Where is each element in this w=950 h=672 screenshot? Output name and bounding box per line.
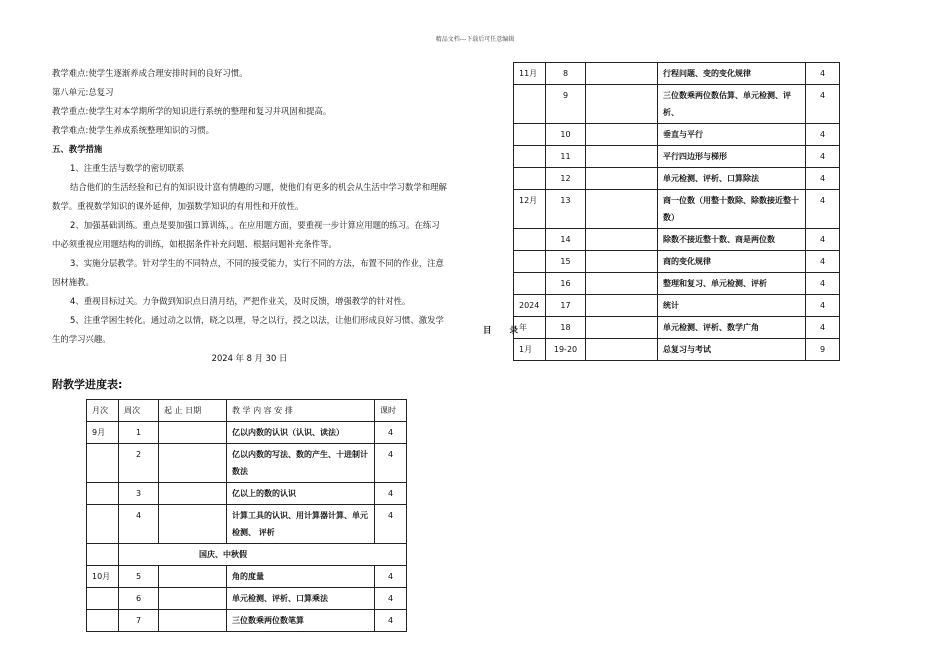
hours-cell: 4	[806, 168, 840, 190]
table-row	[514, 146, 840, 168]
content-cell: 商一位数（用整十数除、除数接近整十数）	[658, 190, 806, 229]
content-cell: 单元检测、评析、数学广角	[658, 317, 806, 339]
schedule-table-left	[86, 399, 407, 632]
table-row	[87, 610, 407, 632]
month-cell: 年	[514, 317, 546, 339]
toc-char-1: 目	[483, 326, 492, 336]
hours-cell: 4	[806, 63, 840, 85]
hours-cell: 4	[375, 422, 407, 444]
date-cell	[586, 85, 658, 124]
hours-cell: 9	[806, 339, 840, 361]
hours-cell: 4	[806, 251, 840, 273]
hours-cell: 4	[375, 610, 407, 632]
content-cell: 平行四边形与梯形	[658, 146, 806, 168]
paragraph: 教学难点:使学生逐渐养成合理安排时间的良好习惯。	[52, 68, 248, 78]
month-cell	[514, 124, 546, 146]
month-cell: 2024	[514, 295, 546, 317]
week-cell: 6	[119, 588, 159, 610]
week-cell: 13	[546, 190, 586, 229]
paragraph: 教学重点:使学生对本学期所学的知识进行系统的整理和复习并巩固和提高。	[52, 106, 332, 116]
paragraph: 教学难点:使学生养成系统整理知识的习惯。	[52, 125, 214, 135]
week-cell: 12	[546, 168, 586, 190]
date-cell	[586, 251, 658, 273]
content-cell: 三位数乘两位数笔算	[227, 610, 375, 632]
content-cell: 垂直与平行	[658, 124, 806, 146]
hours-cell: 4	[806, 229, 840, 251]
week-cell: 15	[546, 251, 586, 273]
content-cell: 统计	[658, 295, 806, 317]
hours-cell: 4	[806, 190, 840, 229]
week-cell: 10	[546, 124, 586, 146]
table-row	[87, 444, 407, 483]
date-cell	[586, 146, 658, 168]
date-cell	[159, 483, 227, 505]
month-cell	[514, 168, 546, 190]
date-cell	[159, 610, 227, 632]
date-cell	[159, 588, 227, 610]
header-date: 起 止 日期	[159, 400, 227, 422]
date-cell	[159, 566, 227, 588]
date-cell	[586, 229, 658, 251]
table-row	[514, 168, 840, 190]
week-cell: 16	[546, 273, 586, 295]
week-cell: 11	[546, 146, 586, 168]
content-cell: 亿以内数的写法、数的产生、十进制计数法	[227, 444, 375, 483]
week-cell: 1	[119, 422, 159, 444]
content-cell: 角的度量	[227, 566, 375, 588]
hours-cell: 4	[375, 588, 407, 610]
week-cell: 7	[119, 610, 159, 632]
table-row	[514, 339, 840, 361]
content-cell: 行程问题、变的变化规律	[658, 63, 806, 85]
week-cell: 2	[119, 444, 159, 483]
content-cell: 商的变化规律	[658, 251, 806, 273]
section-heading: 五、教学措施	[52, 144, 103, 154]
schedule-table-right	[513, 62, 840, 361]
week-cell: 19-20	[546, 339, 586, 361]
paragraph: 4、重视目标过关。力争做到知识点日清月结，严把作业关，及时反馈，增强教学的针对性。	[70, 296, 411, 306]
month-cell	[87, 483, 119, 505]
table-row	[87, 566, 407, 588]
hours-cell: 4	[375, 483, 407, 505]
paragraph: 第八单元:总复习	[52, 87, 114, 97]
hours-cell: 4	[375, 505, 407, 544]
month-cell	[87, 544, 119, 566]
week-cell: 9	[546, 85, 586, 124]
hours-cell: 4	[806, 124, 840, 146]
content-cell: 整理和复习、单元检测、评析	[658, 273, 806, 295]
hours-cell: 4	[806, 317, 840, 339]
month-cell: 1月	[514, 339, 546, 361]
date-cell	[586, 317, 658, 339]
week-cell: 18	[546, 317, 586, 339]
page-header: 精品文档---下载后可任意编辑	[435, 36, 515, 43]
content-cell: 计算工具的认识、用计算器计算、单元检测、 评析	[227, 505, 375, 544]
date-cell	[586, 273, 658, 295]
table-header-row	[87, 400, 407, 422]
hours-cell: 4	[806, 85, 840, 124]
table-row	[87, 505, 407, 544]
month-cell: 11月	[514, 63, 546, 85]
header-hours: 课时	[375, 400, 407, 422]
week-cell: 14	[546, 229, 586, 251]
date-cell	[586, 190, 658, 229]
paragraph: 5、注重学困生转化。通过动之以情，晓之以理，导之以行，授之以法，让他们形成良好习惯、激发学生的学习兴趣。	[52, 315, 444, 344]
month-cell	[87, 588, 119, 610]
month-cell	[87, 505, 119, 544]
month-cell: 10月	[87, 566, 119, 588]
paragraph: 2、加强基础训练。重点是要加强口算训练，。在应用题方面，要重视一步计算应用题的练习。在练习中必须重视应用题结构的训练，如根据条件补充问题、根据问题补充条件等。	[52, 220, 440, 249]
holiday-cell: 国庆、中秋假	[119, 544, 407, 566]
table-row	[87, 483, 407, 505]
hours-cell: 4	[806, 295, 840, 317]
paragraph: 结合他们的生活经验和已有的知识设计富有情趣的习题，使他们有更多的机会从生活中学习数学和理解数学。重视数学知识的课外延伸，加强数学知识的有用性和开放性。	[52, 182, 447, 211]
paragraph: 1、注重生活与数学的密切联系	[70, 163, 185, 173]
month-cell	[514, 146, 546, 168]
week-cell: 3	[119, 483, 159, 505]
table-row	[514, 273, 840, 295]
content-cell: 三位数乘两位数估算、单元检测、评析、	[658, 85, 806, 124]
toc-char-2: 录	[509, 326, 519, 336]
header-content: 教 学 内 容 安 排	[227, 400, 375, 422]
date-cell	[159, 444, 227, 483]
month-cell	[87, 444, 119, 483]
table-row	[514, 124, 840, 146]
content-cell: 亿以上的数的认识	[227, 483, 375, 505]
header-week: 周次	[119, 400, 159, 422]
table-row	[514, 190, 840, 229]
date-cell	[586, 168, 658, 190]
month-cell	[87, 610, 119, 632]
date-cell	[586, 339, 658, 361]
table-row	[514, 229, 840, 251]
paragraph: 3、实施分层教学。针对学生的不同特点，不同的接受能力，实行不同的方法，布置不同的作业，注意因材施教。	[52, 258, 444, 287]
table-row	[514, 251, 840, 273]
date-cell	[586, 295, 658, 317]
header-month: 月次	[87, 400, 119, 422]
date-cell	[586, 124, 658, 146]
hours-cell: 4	[806, 146, 840, 168]
month-cell	[514, 251, 546, 273]
hours-cell: 4	[806, 273, 840, 295]
hours-cell: 4	[375, 444, 407, 483]
table-row	[87, 422, 407, 444]
week-cell: 8	[546, 63, 586, 85]
month-cell	[514, 85, 546, 124]
table-row	[87, 588, 407, 610]
table-row	[514, 295, 840, 317]
schedule-title: 附教学进度表:	[52, 378, 123, 391]
content-cell: 单元检测、评析、口算乘法	[227, 588, 375, 610]
month-cell	[514, 273, 546, 295]
month-cell	[514, 229, 546, 251]
date-cell	[586, 63, 658, 85]
content-cell: 单元检测、评析、口算除法	[658, 168, 806, 190]
date-cell	[159, 505, 227, 544]
week-cell: 17	[546, 295, 586, 317]
month-cell: 9月	[87, 422, 119, 444]
table-row	[514, 317, 840, 339]
table-row	[87, 544, 407, 566]
left-text-column	[52, 64, 447, 368]
content-cell: 亿以内数的认识（认识、读法）	[227, 422, 375, 444]
week-cell: 5	[119, 566, 159, 588]
document-date: 2024 年 8 月 30 日	[211, 353, 288, 363]
table-row	[514, 63, 840, 85]
date-cell	[159, 422, 227, 444]
hours-cell: 4	[375, 566, 407, 588]
content-cell: 除数不接近整十数、商是两位数	[658, 229, 806, 251]
table-row	[514, 85, 840, 124]
month-cell: 12月	[514, 190, 546, 229]
week-cell: 4	[119, 505, 159, 544]
content-cell: 总复习与考试	[658, 339, 806, 361]
